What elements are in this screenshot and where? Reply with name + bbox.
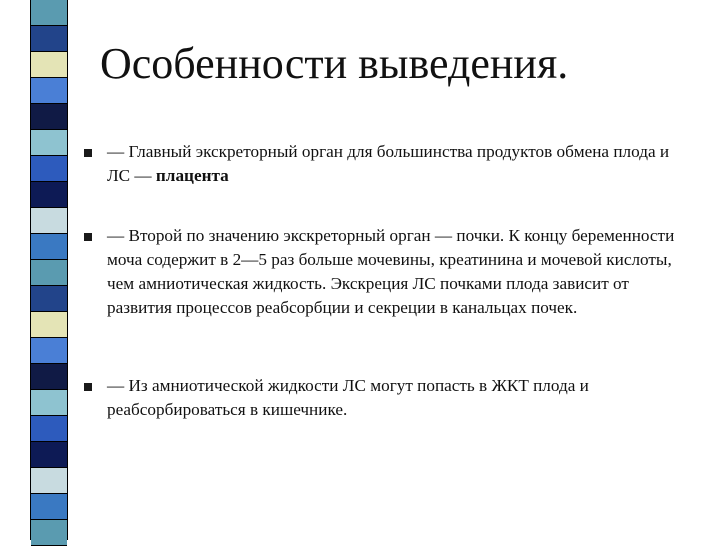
bullet-text-1 xyxy=(107,140,694,188)
stripe-segment xyxy=(31,130,67,156)
bullet-item-3 xyxy=(84,374,694,422)
stripe-segment xyxy=(31,364,67,390)
stripe-segment xyxy=(31,182,67,208)
bullet-item-1 xyxy=(84,140,694,188)
stripe-segment xyxy=(31,494,67,520)
stripe-segment xyxy=(31,52,67,78)
stripe-segment xyxy=(31,156,67,182)
bullet-text-1-bold: плацента xyxy=(155,166,229,185)
stripe-segment xyxy=(31,78,67,104)
bullet-text-3-main: — Из амниотической жидкости ЛС могут попасть в ЖКТ плода и реабсорбироваться в кишечнике. xyxy=(107,376,589,419)
stripe-segment xyxy=(31,26,67,52)
stripe-segment xyxy=(31,0,67,26)
square-bullet-icon xyxy=(84,149,92,157)
stripe-segment xyxy=(31,104,67,130)
square-bullet-icon xyxy=(84,383,92,391)
bullet-text-2 xyxy=(107,224,694,320)
bullet-item-2 xyxy=(84,224,694,320)
stripe-segment xyxy=(31,442,67,468)
stripe-segment xyxy=(31,260,67,286)
stripe-segment xyxy=(31,234,67,260)
bullet-text-1-main: — Главный экскреторный орган для большинства продуктов обмена плода и ЛС — xyxy=(107,142,670,185)
stripe-segment xyxy=(31,286,67,312)
bullet-text-2-main: — Второй по значению экскреторный орган — почки. К концу беременности моча содержит в 2—5 раз больше мочевины, креатинина и мочевой кислоты, чем амниотическая жидкость. Экскреция ЛС почками плода зависит от развития процессов реабсорбции и секреции в канальцах почек. xyxy=(107,226,675,317)
slide-title: Особенности выведения. xyxy=(100,39,569,88)
decorative-color-stripe xyxy=(30,0,68,540)
stripe-segment xyxy=(31,338,67,364)
stripe-segment xyxy=(31,520,67,546)
stripe-segment xyxy=(31,390,67,416)
stripe-segment xyxy=(31,208,67,234)
stripe-segment xyxy=(31,312,67,338)
stripe-segment xyxy=(31,416,67,442)
bullet-text-3 xyxy=(107,374,694,422)
stripe-segment xyxy=(31,468,67,494)
square-bullet-icon xyxy=(84,233,92,241)
